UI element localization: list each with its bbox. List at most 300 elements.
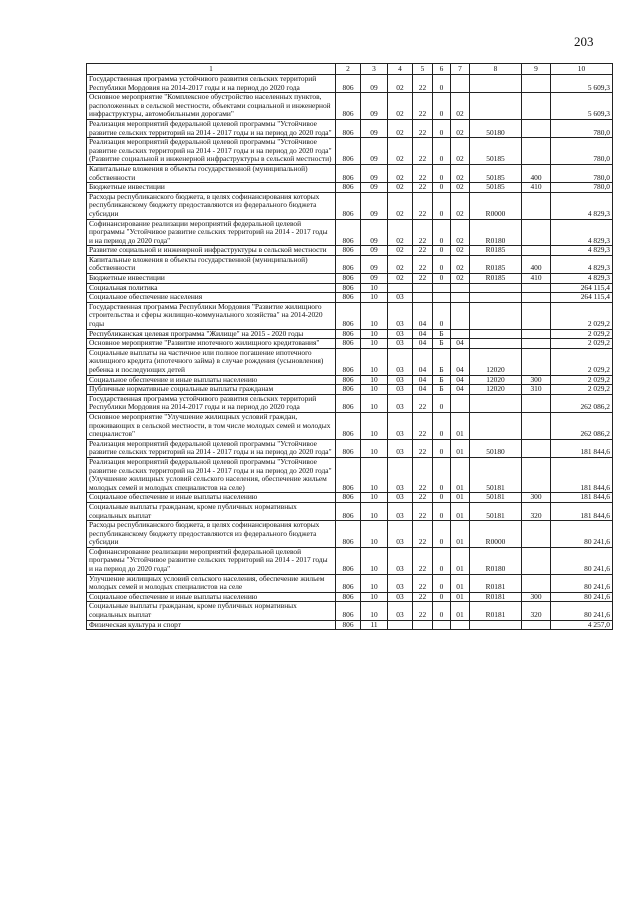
row-code	[451, 394, 470, 412]
row-code: R0000	[470, 521, 522, 548]
table-row	[87, 502, 613, 520]
row-amount: 262 086,2	[551, 412, 613, 439]
row-code: 04	[451, 385, 470, 395]
row-code: 320	[522, 602, 551, 620]
row-code: 01	[451, 602, 470, 620]
row-code: 10	[361, 592, 388, 602]
row-code: 10	[361, 412, 388, 439]
row-description: Развитие социальной и инженерной инфраструктуры в сельской местности	[87, 246, 336, 256]
row-code: 300	[522, 375, 551, 385]
row-code: 04	[451, 348, 470, 375]
row-code: 0	[433, 592, 451, 602]
row-code: 0	[433, 574, 451, 592]
row-code: 806	[336, 75, 361, 93]
row-code	[522, 192, 551, 219]
row-code: 806	[336, 385, 361, 395]
row-code: 806	[336, 348, 361, 375]
row-code: 01	[451, 521, 470, 548]
column-header: 9	[522, 64, 551, 75]
column-header: 3	[361, 64, 388, 75]
row-code	[522, 521, 551, 548]
row-code	[413, 620, 433, 630]
row-code	[433, 283, 451, 293]
row-code: 03	[388, 385, 413, 395]
row-code: 10	[361, 293, 388, 303]
table-row	[87, 375, 613, 385]
row-code: 02	[388, 119, 413, 137]
table-row	[87, 93, 613, 120]
row-description: Публичные нормативные социальные выплаты гражданам	[87, 385, 336, 395]
row-code: Б	[433, 375, 451, 385]
row-code: 12020	[470, 375, 522, 385]
row-code: 03	[388, 302, 413, 329]
row-code: 0	[433, 394, 451, 412]
budget-table	[86, 63, 613, 630]
row-amount: 4 829,3	[551, 246, 613, 256]
row-code: Б	[433, 339, 451, 349]
row-code: 22	[413, 183, 433, 193]
row-amount: 181 844,6	[551, 439, 613, 457]
row-code: 22	[413, 602, 433, 620]
row-code: 50185	[470, 138, 522, 165]
row-code: 806	[336, 138, 361, 165]
row-description: Государственная программа устойчивого развития сельских территорий Республики Мордовия на 2014-2017 годы и на период до 2020 года	[87, 75, 336, 93]
row-code: 02	[451, 138, 470, 165]
row-code: R0185	[470, 274, 522, 284]
row-amount: 4 829,3	[551, 274, 613, 284]
row-code: 22	[413, 574, 433, 592]
row-code: 22	[413, 439, 433, 457]
table-row	[87, 255, 613, 273]
row-code: R0180	[470, 219, 522, 246]
row-code: 02	[388, 183, 413, 193]
row-code: 10	[361, 375, 388, 385]
row-amount: 780,0	[551, 119, 613, 137]
row-code: 806	[336, 394, 361, 412]
row-amount: 262 086,2	[551, 394, 613, 412]
row-amount: 4 829,3	[551, 219, 613, 246]
row-description: Социальное обеспечение и иные выплаты населению	[87, 493, 336, 503]
row-code: 0	[433, 502, 451, 520]
row-code	[470, 302, 522, 329]
row-code: 03	[388, 521, 413, 548]
column-header: 1	[87, 64, 336, 75]
row-code	[522, 439, 551, 457]
row-code: 10	[361, 439, 388, 457]
row-code: 09	[361, 255, 388, 273]
row-code: 806	[336, 93, 361, 120]
row-code: 03	[388, 375, 413, 385]
row-description: Социальные выплаты гражданам, кроме публичных нормативных социальных выплат	[87, 502, 336, 520]
row-code: 10	[361, 385, 388, 395]
row-code: 09	[361, 93, 388, 120]
row-amount: 4 829,3	[551, 192, 613, 219]
row-amount: 2 029,2	[551, 375, 613, 385]
row-code: 22	[413, 274, 433, 284]
row-code: 806	[336, 283, 361, 293]
row-code: 400	[522, 164, 551, 182]
row-code	[470, 620, 522, 630]
row-amount: 5 609,3	[551, 75, 613, 93]
row-code: 02	[451, 219, 470, 246]
row-code: R0181	[470, 602, 522, 620]
row-code: 0	[433, 457, 451, 492]
row-code	[522, 283, 551, 293]
row-code: 03	[388, 412, 413, 439]
row-code	[522, 75, 551, 93]
row-code: 10	[361, 521, 388, 548]
row-amount: 2 029,2	[551, 339, 613, 349]
row-code: 50185	[470, 164, 522, 182]
row-code: 0	[433, 192, 451, 219]
row-code: 400	[522, 255, 551, 273]
table-row	[87, 412, 613, 439]
row-code	[522, 394, 551, 412]
row-amount: 2 029,2	[551, 348, 613, 375]
row-code: 0	[433, 75, 451, 93]
row-code: R0181	[470, 574, 522, 592]
row-amount: 780,0	[551, 138, 613, 165]
row-code: 0	[433, 602, 451, 620]
row-amount: 80 241,6	[551, 521, 613, 548]
table-row	[87, 439, 613, 457]
row-code: R0181	[470, 592, 522, 602]
row-code: 02	[451, 183, 470, 193]
row-code: 806	[336, 592, 361, 602]
row-code: 10	[361, 574, 388, 592]
table-header-row	[87, 64, 613, 75]
row-code: 03	[388, 457, 413, 492]
row-code: 22	[413, 521, 433, 548]
row-code	[470, 339, 522, 349]
table-row	[87, 219, 613, 246]
row-code: 09	[361, 183, 388, 193]
table-body	[87, 75, 613, 630]
row-code: 320	[522, 502, 551, 520]
row-code	[522, 138, 551, 165]
row-code: 02	[388, 255, 413, 273]
column-header: 5	[413, 64, 433, 75]
row-code	[522, 620, 551, 630]
table-row	[87, 547, 613, 574]
row-code: 03	[388, 439, 413, 457]
row-code: 806	[336, 339, 361, 349]
row-code: 09	[361, 138, 388, 165]
row-code: 02	[451, 93, 470, 120]
row-code: 806	[336, 293, 361, 303]
row-amount: 80 241,6	[551, 547, 613, 574]
table-row	[87, 293, 613, 303]
row-code: 01	[451, 547, 470, 574]
row-code: 22	[413, 394, 433, 412]
row-description: Основное мероприятие "Развитие ипотечного жилищного кредитования"	[87, 339, 336, 349]
row-code: 22	[413, 138, 433, 165]
row-amount: 181 844,6	[551, 502, 613, 520]
row-description: Бюджетные инвестиции	[87, 183, 336, 193]
row-description: Социальная политика	[87, 283, 336, 293]
row-code: 0	[433, 439, 451, 457]
table-row	[87, 521, 613, 548]
row-code	[522, 412, 551, 439]
row-code: 806	[336, 493, 361, 503]
row-code: 22	[413, 493, 433, 503]
table-row	[87, 246, 613, 256]
row-amount: 181 844,6	[551, 457, 613, 492]
row-code: 03	[388, 348, 413, 375]
row-code: 22	[413, 547, 433, 574]
row-amount: 80 241,6	[551, 602, 613, 620]
table-row	[87, 302, 613, 329]
table-row	[87, 75, 613, 93]
row-code	[388, 620, 413, 630]
row-code: 806	[336, 119, 361, 137]
row-code: 806	[336, 192, 361, 219]
row-description: Социальное обеспечение и иные выплаты населению	[87, 592, 336, 602]
row-code: 50185	[470, 183, 522, 193]
table-row	[87, 329, 613, 339]
row-code: 22	[413, 75, 433, 93]
table-row	[87, 283, 613, 293]
row-code: 22	[413, 255, 433, 273]
row-code: 806	[336, 620, 361, 630]
row-code	[413, 283, 433, 293]
row-code: 12020	[470, 348, 522, 375]
row-amount: 4 829,3	[551, 255, 613, 273]
row-code: 806	[336, 302, 361, 329]
row-code: 0	[433, 219, 451, 246]
row-code: 09	[361, 119, 388, 137]
row-code: 50181	[470, 502, 522, 520]
row-code: 0	[433, 138, 451, 165]
row-code: 806	[336, 329, 361, 339]
row-description: Реализация мероприятий федеральной целевой программы "Устойчивое развитие сельских территорий на 2014 - 2017 годы и на период до 2020 года"	[87, 119, 336, 137]
row-code	[433, 293, 451, 303]
row-code: 03	[388, 394, 413, 412]
row-code: 03	[388, 502, 413, 520]
row-amount: 4 257,0	[551, 620, 613, 630]
row-code: 02	[451, 119, 470, 137]
row-code	[413, 293, 433, 303]
row-code: 10	[361, 302, 388, 329]
row-code: 01	[451, 574, 470, 592]
row-description: Физическая культура и спорт	[87, 620, 336, 630]
row-code: Б	[433, 385, 451, 395]
row-description: Республиканская целевая программа "Жилище" на 2015 - 2020 годы	[87, 329, 336, 339]
row-code: Б	[433, 348, 451, 375]
row-code: 09	[361, 246, 388, 256]
column-header: 10	[551, 64, 613, 75]
column-header: 7	[451, 64, 470, 75]
row-code: 03	[388, 339, 413, 349]
row-code	[451, 283, 470, 293]
row-code: 806	[336, 375, 361, 385]
row-amount: 80 241,6	[551, 574, 613, 592]
row-code: 04	[413, 329, 433, 339]
row-code: 02	[451, 192, 470, 219]
row-code	[470, 93, 522, 120]
table-row	[87, 339, 613, 349]
row-code: 806	[336, 164, 361, 182]
row-code: 09	[361, 192, 388, 219]
row-code	[522, 119, 551, 137]
row-code: 03	[388, 574, 413, 592]
row-description: Софинансирование реализации мероприятий федеральной целевой программы "Устойчивое развитие сельских территорий на 2014 - 2017 годы и на период до 2020 года"	[87, 219, 336, 246]
row-code: 03	[388, 592, 413, 602]
row-description: Социальные выплаты на частичное или полное погашение ипотечного жилищного кредита (ипотечного займа) в случае рождения (усыновления) ребенка и последующих детей	[87, 348, 336, 375]
row-description: Государственная программа устойчивого развития сельских территорий Республики Мордовия на 2014-2017 годы и на период до 2020 года	[87, 394, 336, 412]
row-code: 04	[413, 302, 433, 329]
row-description: Реализация мероприятий федеральной целевой программы "Устойчивое развитие сельских территорий на 2014 - 2017 годы и на период до 2020 года"	[87, 439, 336, 457]
row-code: 22	[413, 93, 433, 120]
row-code: 03	[388, 602, 413, 620]
row-description: Расходы республиканского бюджета, в целях софинансирования которых республиканскому бюджету предоставляются из федерального бюджета субсидии	[87, 192, 336, 219]
row-code: 50181	[470, 493, 522, 503]
table-row	[87, 138, 613, 165]
row-code	[522, 574, 551, 592]
row-code: 806	[336, 602, 361, 620]
row-amount: 264 115,4	[551, 283, 613, 293]
row-code: 0	[433, 246, 451, 256]
row-code: 22	[413, 457, 433, 492]
row-amount: 780,0	[551, 164, 613, 182]
row-description: Софинансирование реализации мероприятий федеральной целевой программы "Устойчивое развитие сельских территорий на 2014 - 2017 годы и на период до 2020 года"	[87, 547, 336, 574]
row-code: 10	[361, 502, 388, 520]
row-code: R0185	[470, 246, 522, 256]
row-code: 10	[361, 493, 388, 503]
row-code: 03	[388, 329, 413, 339]
row-code: 04	[413, 348, 433, 375]
column-header: 2	[336, 64, 361, 75]
row-code: 806	[336, 219, 361, 246]
row-code: 09	[361, 164, 388, 182]
row-description: Бюджетные инвестиции	[87, 274, 336, 284]
table-row	[87, 385, 613, 395]
row-code: 10	[361, 394, 388, 412]
row-code: 10	[361, 547, 388, 574]
row-code: 0	[433, 302, 451, 329]
row-amount: 2 029,2	[551, 329, 613, 339]
row-code: 12020	[470, 385, 522, 395]
row-code: 22	[413, 592, 433, 602]
row-code: 0	[433, 412, 451, 439]
row-code	[522, 219, 551, 246]
column-header: 6	[433, 64, 451, 75]
row-description: Улучшение жилищных условий сельского населения, обеспечение жильем молодых семей и молодых специалистов на селе	[87, 574, 336, 592]
row-code	[470, 329, 522, 339]
row-code	[522, 547, 551, 574]
row-amount: 181 844,6	[551, 493, 613, 503]
row-code: 09	[361, 219, 388, 246]
row-code: 04	[451, 375, 470, 385]
table-row	[87, 192, 613, 219]
row-code: 806	[336, 183, 361, 193]
row-code: 02	[388, 274, 413, 284]
table-row	[87, 119, 613, 137]
row-code: 0	[433, 493, 451, 503]
row-code	[451, 293, 470, 303]
row-code: 410	[522, 183, 551, 193]
table-row	[87, 592, 613, 602]
row-description: Основное мероприятие "Улучшение жилищных условий граждан, проживающих в сельской местности, в том числе молодых семей и молодых специалистов"	[87, 412, 336, 439]
row-code: 806	[336, 547, 361, 574]
row-code: 10	[361, 457, 388, 492]
row-code: 0	[433, 274, 451, 284]
row-description: Основное мероприятие "Комплексное обустройство населенных пунктов, расположенных в сельской местности, объектами социальной и инженерной инфраструктуры, автомобильными дорогами"	[87, 93, 336, 120]
row-code: 02	[388, 164, 413, 182]
row-code: 806	[336, 457, 361, 492]
row-code	[451, 329, 470, 339]
row-amount: 2 029,2	[551, 302, 613, 329]
row-code	[451, 75, 470, 93]
table-row	[87, 574, 613, 592]
row-code: 50180	[470, 439, 522, 457]
row-code: 10	[361, 602, 388, 620]
row-code: 300	[522, 592, 551, 602]
row-code	[451, 620, 470, 630]
row-code	[522, 302, 551, 329]
row-code: 0	[433, 521, 451, 548]
row-code: 22	[413, 192, 433, 219]
row-code	[388, 283, 413, 293]
row-code: 02	[451, 255, 470, 273]
row-code	[470, 293, 522, 303]
row-code	[522, 348, 551, 375]
row-amount: 2 029,2	[551, 385, 613, 395]
row-code: 02	[388, 93, 413, 120]
table-row	[87, 274, 613, 284]
table-row	[87, 164, 613, 182]
row-description: Расходы республиканского бюджета, в целях софинансирования которых республиканскому бюджету предоставляются из федерального бюджета субсидии	[87, 521, 336, 548]
row-code: 806	[336, 255, 361, 273]
row-code: 01	[451, 493, 470, 503]
row-code: 02	[451, 274, 470, 284]
row-amount: 264 115,4	[551, 293, 613, 303]
row-code: R0185	[470, 255, 522, 273]
row-code: 806	[336, 246, 361, 256]
row-code	[451, 302, 470, 329]
row-code: 10	[361, 348, 388, 375]
row-code: 300	[522, 493, 551, 503]
table-row	[87, 602, 613, 620]
row-amount: 80 241,6	[551, 592, 613, 602]
row-code: 04	[413, 385, 433, 395]
row-code	[522, 246, 551, 256]
row-code: 806	[336, 574, 361, 592]
row-code: 50181	[470, 457, 522, 492]
row-code: 03	[388, 293, 413, 303]
row-description: Социальное обеспечение населения	[87, 293, 336, 303]
row-code: 22	[413, 219, 433, 246]
row-code: 09	[361, 274, 388, 284]
row-code: 806	[336, 521, 361, 548]
table-row	[87, 394, 613, 412]
row-code: 02	[388, 75, 413, 93]
row-code: 410	[522, 274, 551, 284]
row-code: 01	[451, 439, 470, 457]
row-code: 806	[336, 502, 361, 520]
table-row	[87, 183, 613, 193]
row-description: Реализация мероприятий федеральной целевой программы "Устойчивое развитие сельских территорий на 2014 - 2017 годы и на период до 2020 года" (Развитие социальной и инженерной инфраструктуры в сельской местности)	[87, 138, 336, 165]
row-code: 22	[413, 502, 433, 520]
row-code: 10	[361, 283, 388, 293]
row-description: Государственная программа Республики Мордовия "Развитие жилищного строительства и сферы жилищно-коммунального хозяйства" на 2014-2020 годы	[87, 302, 336, 329]
row-code: 03	[388, 547, 413, 574]
row-code: R0000	[470, 192, 522, 219]
row-code: 0	[433, 93, 451, 120]
row-code: 02	[451, 164, 470, 182]
row-code	[522, 457, 551, 492]
row-code: 02	[388, 246, 413, 256]
